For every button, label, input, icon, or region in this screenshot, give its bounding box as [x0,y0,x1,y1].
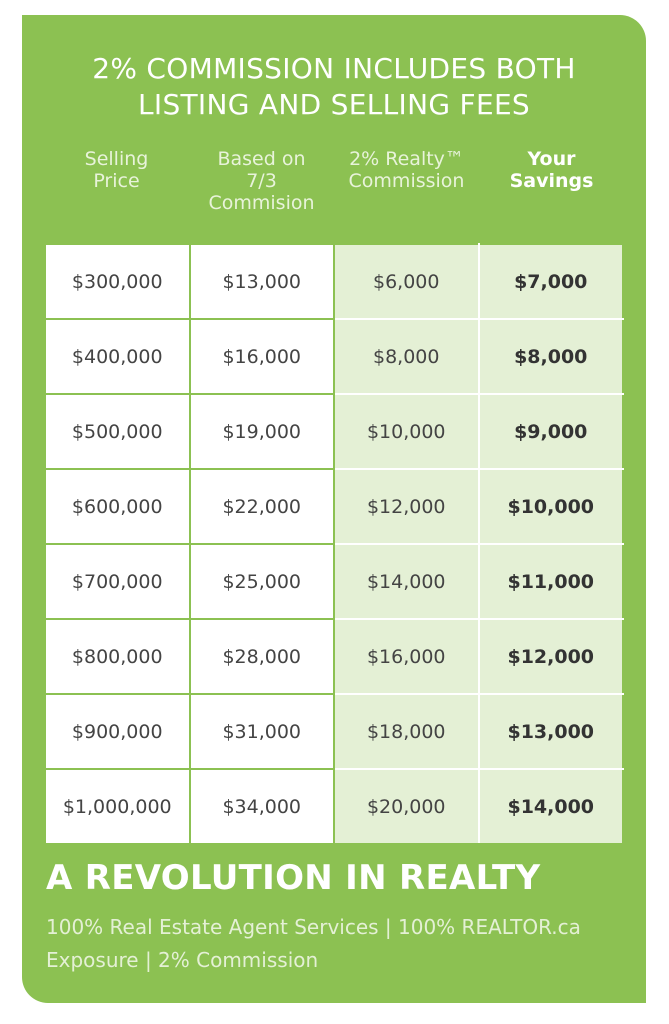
selling-price-cell: $400,000 [45,319,190,394]
services-text: 100% Real Estate Agent Services | 100% REALTOR.ca Exposure | 2% Commission [46,915,581,972]
traditional-commission-cell: $25,000 [190,544,335,619]
savings-cell: $8,000 [479,319,624,394]
header-2percent-commission [334,148,479,192]
traditional-commission-cell: $19,000 [190,394,335,469]
header-traditional-commission [189,148,334,214]
selling-price-cell: $900,000 [45,694,190,769]
traditional-commission-cell: $31,000 [190,694,335,769]
header-text: Based on [217,148,306,170]
commission-table [44,243,624,845]
table-row [45,769,623,844]
selling-price-cell: $800,000 [45,619,190,694]
traditional-commission-cell: $28,000 [190,619,335,694]
selling-price-cell: $1,000,000 [45,769,190,844]
savings-cell: $7,000 [479,244,624,319]
realty-commission-cell: $18,000 [334,694,479,769]
table-row [45,544,623,619]
table-row [45,619,623,694]
header-text: Savings [509,170,594,192]
realty-commission-cell: $12,000 [334,469,479,544]
realty-commission-cell: $16,000 [334,619,479,694]
header-text: Commission [348,170,465,192]
realty-commission-cell: $20,000 [334,769,479,844]
selling-price-cell: $600,000 [45,469,190,544]
header-your-savings [479,148,624,192]
savings-cell: $10,000 [479,469,624,544]
header-text: 7/3 [246,170,277,192]
selling-price-cell: $700,000 [45,544,190,619]
table-row [45,244,623,319]
selling-price-cell: $300,000 [45,244,190,319]
commission-card [22,15,646,1003]
header-text: 2% Realty™ [349,148,464,170]
tagline: A REVOLUTION IN REALTY [46,858,541,898]
savings-cell: $14,000 [479,769,624,844]
savings-cell: $13,000 [479,694,624,769]
table-row [45,469,623,544]
realty-commission-cell: $8,000 [334,319,479,394]
header-text: Price [93,170,140,192]
savings-cell: $11,000 [479,544,624,619]
header-text: Your [527,148,576,170]
header-selling-price [44,148,189,192]
table-row [45,319,623,394]
traditional-commission-cell: $34,000 [190,769,335,844]
table-row [45,394,623,469]
savings-cell: $12,000 [479,619,624,694]
headline-line-2: LISTING AND SELLING FEES [137,88,531,121]
traditional-commission-cell: $16,000 [190,319,335,394]
header-text: Commision [208,192,315,214]
traditional-commission-cell: $13,000 [190,244,335,319]
realty-commission-cell: $6,000 [334,244,479,319]
headline [22,51,646,123]
realty-commission-cell: $14,000 [334,544,479,619]
realty-commission-cell: $10,000 [334,394,479,469]
table-row [45,694,623,769]
headline-line-1: 2% COMMISSION INCLUDES BOTH [92,52,576,85]
savings-cell: $9,000 [479,394,624,469]
header-text: Selling [84,148,149,170]
selling-price-cell: $500,000 [45,394,190,469]
traditional-commission-cell: $22,000 [190,469,335,544]
